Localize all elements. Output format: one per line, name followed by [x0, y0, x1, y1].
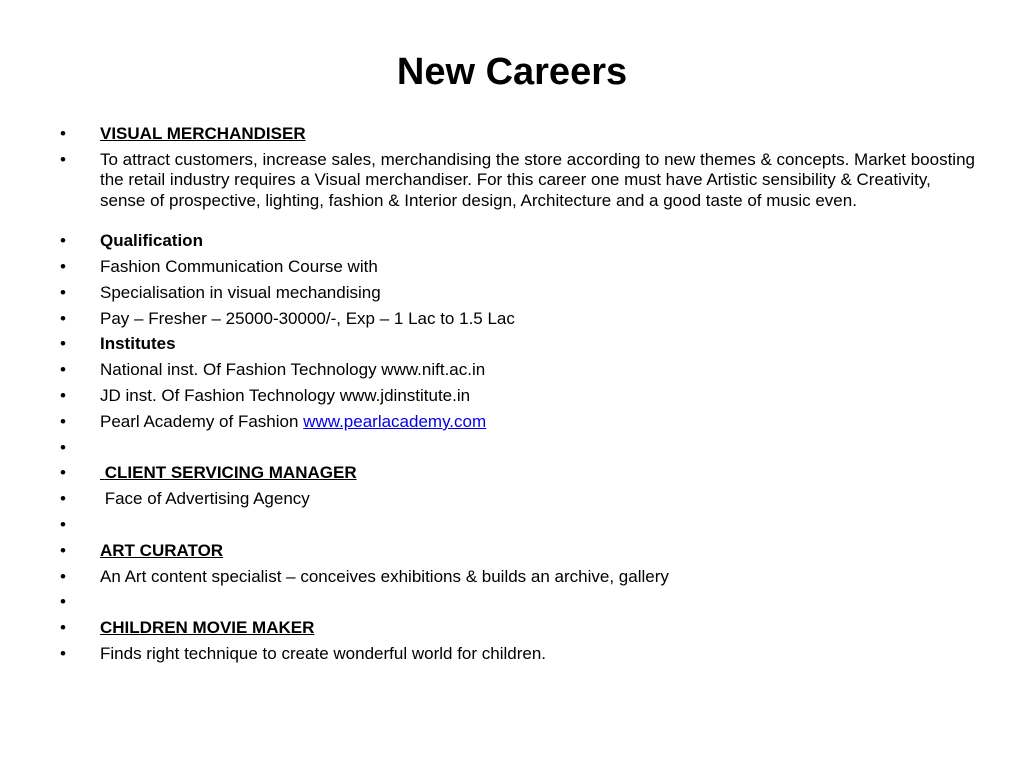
bullet-icon: •: [60, 463, 66, 483]
visual-merchandiser-heading: VISUAL MERCHANDISER: [100, 124, 306, 143]
bullet-empty: [60, 592, 980, 613]
career-bullet-list: [60, 124, 980, 670]
bullet-icon: •: [60, 592, 66, 612]
qualification-line2: Specialisation in visual mechandising: [100, 282, 381, 302]
bullet-icon: •: [60, 566, 66, 586]
bullet-icon: •: [60, 515, 66, 535]
client-servicing-heading-text: CLIENT SERVICING MANAGER: [104, 463, 357, 483]
bullet-icon: •: [60, 360, 66, 380]
bullet-art-curator-heading: [60, 541, 980, 562]
bullet-icon: •: [60, 334, 66, 354]
pearl-academy-link[interactable]: www.pearlacademy.com: [303, 411, 487, 431]
bullet-icon: •: [60, 437, 66, 457]
qualification-line1: Fashion Communication Course with: [100, 257, 378, 277]
bullet-institute-pearl: [60, 412, 980, 433]
bullet-visual-merchandiser-desc: [60, 150, 980, 212]
slide-title: New Careers: [396, 51, 628, 93]
visual-merchandiser-desc: To attract customers, increase sales, merchandising the store according to new themes & concepts. Market boosting the retail industry requires a Visual merchandiser. For this career one must have Artistic sensibility & Creativity, sense of prospective, lighting, fashion & Interior design, Architecture and a good taste of music even.: [100, 149, 975, 210]
art-curator-heading: ART CURATOR: [100, 540, 224, 560]
bullet-icon: •: [60, 540, 66, 560]
bullet-icon: •: [60, 282, 66, 302]
bullet-icon: •: [60, 411, 66, 431]
qualification-heading: Qualification: [100, 231, 203, 251]
bullet-qualification-line1: [60, 257, 980, 278]
children-movie-desc: Finds right technique to create wonderful world for children.: [100, 644, 547, 664]
bullet-icon: •: [60, 124, 66, 143]
bullet-children-movie-desc: [60, 644, 980, 665]
bullet-institutes-heading: [60, 334, 980, 355]
bullet-icon: •: [60, 231, 66, 251]
bullet-children-movie-heading: [60, 618, 980, 639]
bullet-client-servicing-desc: [60, 489, 980, 510]
bullet-qualification-line2: [60, 283, 980, 304]
bullet-icon: •: [60, 308, 66, 328]
client-servicing-desc: Face of Advertising Agency: [100, 489, 310, 509]
pay-line: Pay – Fresher – 25000-30000/-, Exp – 1 Lac to 1.5 Lac: [100, 308, 515, 328]
bullet-art-curator-desc: [60, 567, 980, 588]
institute-pearl-prefix: Pearl Academy of Fashion: [100, 411, 304, 431]
bullet-icon: •: [60, 644, 66, 664]
bullet-empty: [60, 438, 980, 459]
bullet-pay-line: [60, 309, 980, 330]
children-movie-heading: CHILDREN MOVIE MAKER: [100, 618, 315, 638]
bullet-empty: [60, 515, 980, 536]
bullet-qualification-heading: [60, 231, 980, 252]
bullet-icon: •: [60, 149, 66, 169]
bullet-institute-jd: [60, 386, 980, 407]
bullet-visual-merchandiser-heading: [60, 124, 980, 145]
bullet-client-servicing-heading: [60, 463, 980, 484]
institute-nift: National inst. Of Fashion Technology www.nift.ac.in: [100, 360, 486, 380]
art-curator-desc: An Art content specialist – conceives exhibitions & builds an archive, gallery: [100, 566, 669, 586]
institutes-heading: Institutes: [100, 334, 176, 354]
bullet-icon: •: [60, 489, 66, 509]
bullet-icon: •: [60, 257, 66, 277]
bullet-icon: •: [60, 618, 66, 638]
bullet-institute-nift: [60, 360, 980, 381]
bullet-icon: •: [60, 386, 66, 406]
institute-jd: JD inst. Of Fashion Technology www.jdinstitute.in: [100, 386, 471, 406]
